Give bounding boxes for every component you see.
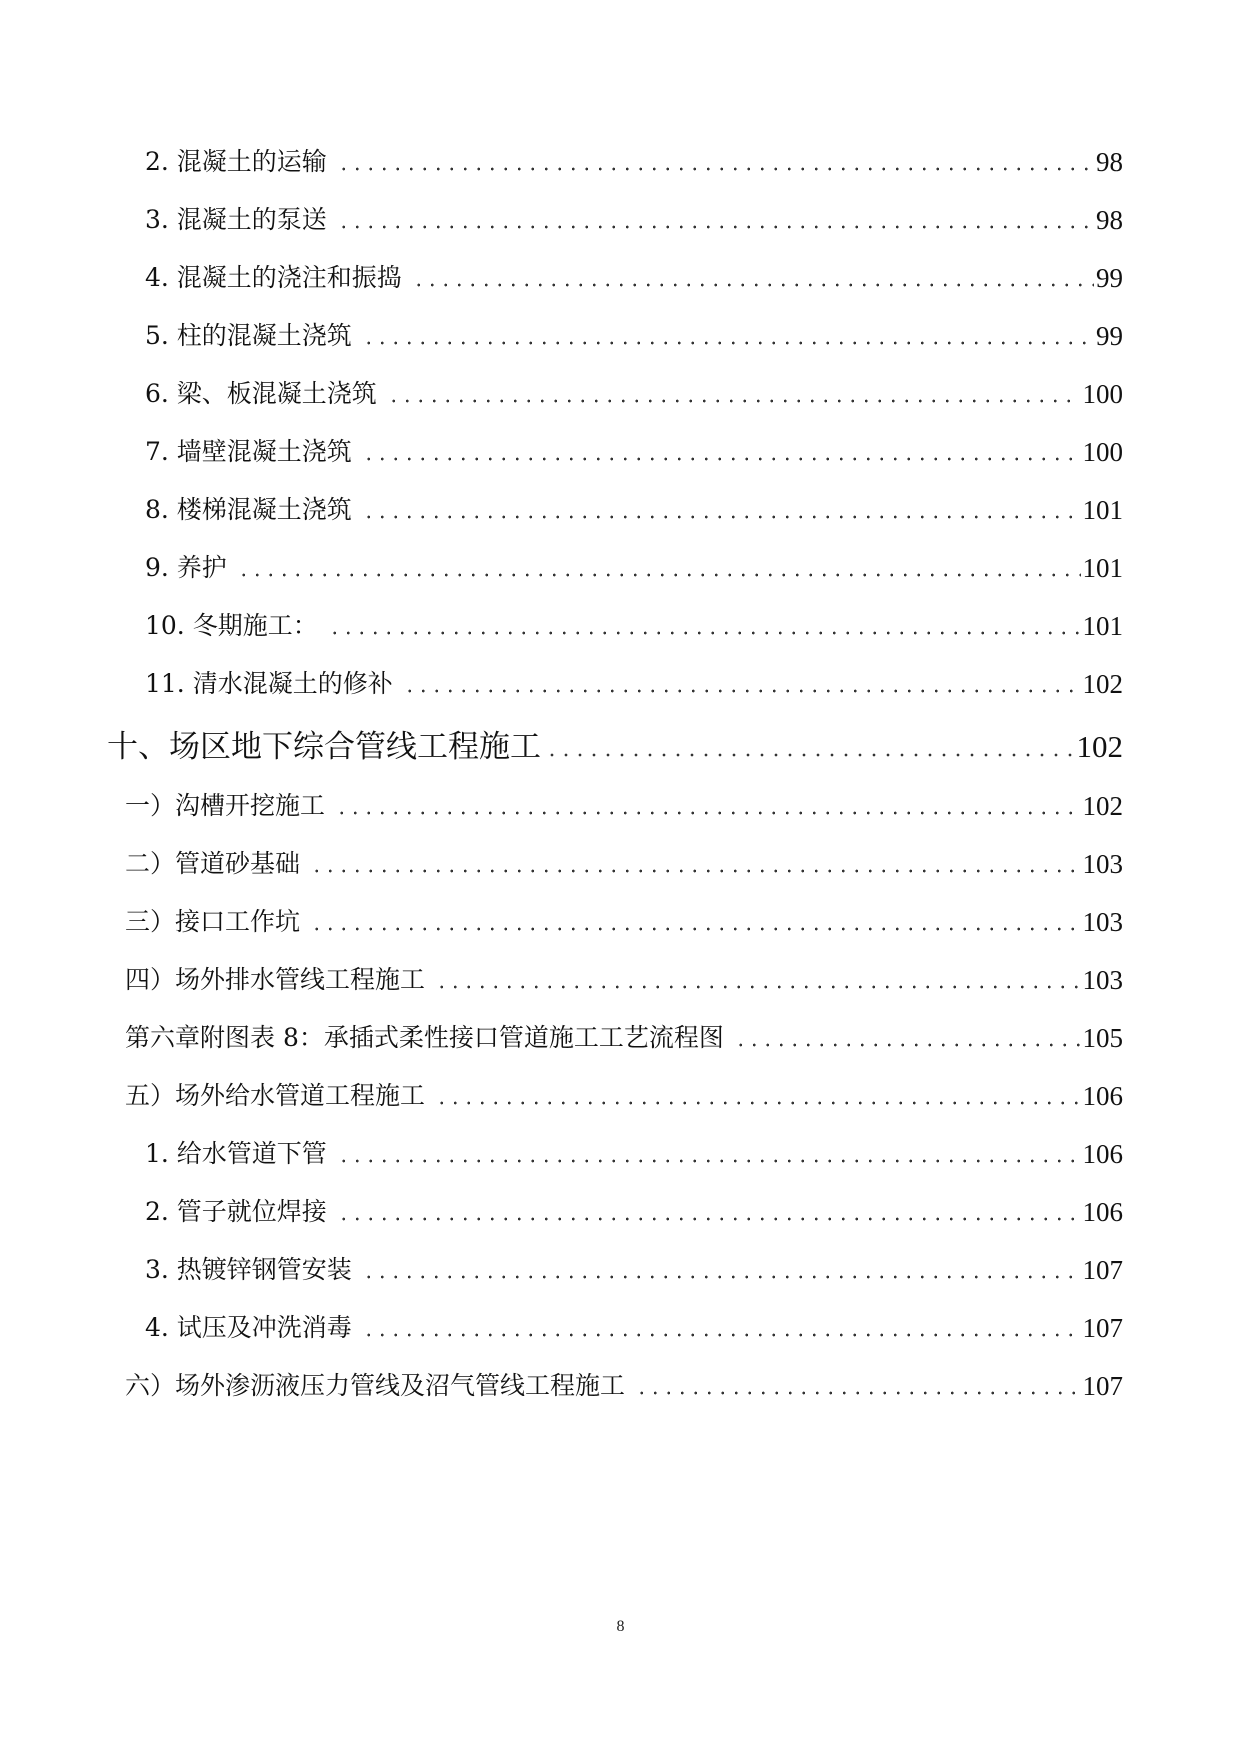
toc-entry[interactable]	[145, 316, 1123, 356]
toc-entry-page: 102	[1076, 729, 1123, 764]
toc-leader-dots	[337, 204, 1094, 236]
toc-leader-dots	[310, 848, 1080, 880]
toc-entry-title: 5. 柱的混凝土浇筑	[145, 321, 352, 350]
toc-entry-title: 2. 混凝土的运输	[145, 147, 327, 176]
toc-entry-chapter[interactable]	[107, 727, 1123, 767]
toc-entry[interactable]	[145, 258, 1123, 298]
toc-entry[interactable]	[125, 960, 1123, 1000]
toc-entry-page: 106	[1082, 1197, 1123, 1227]
toc-entry-page: 101	[1082, 553, 1123, 583]
toc-entry-page: 103	[1082, 965, 1123, 995]
toc-entry-title: 四）场外排水管线工程施工	[125, 965, 426, 994]
toc-entry-title: 2. 管子就位焊接	[145, 1197, 327, 1226]
toc-leader-dots	[337, 1196, 1081, 1228]
toc-entry[interactable]	[145, 606, 1123, 646]
toc-entry-title: 4. 试压及冲洗消毒	[145, 1313, 352, 1342]
toc-entry[interactable]	[125, 1366, 1123, 1406]
toc-entry-page: 107	[1082, 1313, 1123, 1343]
toc-entry[interactable]	[145, 142, 1123, 182]
toc-entry-page: 99	[1096, 263, 1123, 293]
toc-leader-dots	[387, 378, 1081, 410]
toc-leader-dots	[734, 1022, 1081, 1054]
toc-entry[interactable]	[145, 664, 1123, 704]
toc-entry-title: 3. 热镀锌钢管安装	[145, 1255, 352, 1284]
toc-entry[interactable]	[145, 432, 1123, 472]
toc-entry-title: 十、场区地下综合管线工程施工	[107, 729, 541, 765]
toc-entry[interactable]	[125, 1076, 1123, 1116]
toc-entry-title: 五）场外给水管道工程施工	[125, 1081, 426, 1110]
toc-entry-title: 10. 冬期施工：	[145, 611, 318, 640]
toc-entry-title: 六）场外渗沥液压力管线及沼气管线工程施工	[125, 1371, 626, 1400]
toc-entry-page: 102	[1082, 669, 1123, 699]
toc-leader-dots	[362, 436, 1081, 468]
toc-entry-page: 103	[1082, 907, 1123, 937]
toc-leader-dots	[362, 1312, 1081, 1344]
toc-entry-title: 8. 楼梯混凝土浇筑	[145, 495, 352, 524]
toc-entry-title: 一）沟槽开挖施工	[125, 791, 326, 820]
toc-entry-page: 103	[1082, 849, 1123, 879]
toc-leader-dots	[545, 731, 1075, 763]
toc-leader-dots	[362, 1254, 1081, 1286]
toc-entry[interactable]	[145, 1250, 1123, 1290]
toc-entry-title: 6. 梁、板混凝土浇筑	[145, 379, 377, 408]
toc-entry[interactable]	[125, 786, 1123, 826]
toc-leader-dots	[362, 494, 1081, 526]
toc-entry-page: 98	[1096, 147, 1123, 177]
toc-entry-page: 101	[1082, 495, 1123, 525]
toc-entry-page: 106	[1082, 1081, 1123, 1111]
toc-entry[interactable]	[145, 548, 1123, 588]
toc-entry-title: 9. 养护	[145, 553, 227, 582]
toc-entry-title: 11. 清水混凝土的修补	[145, 669, 393, 698]
toc-entry-page: 101	[1082, 611, 1123, 641]
toc-leader-dots	[237, 552, 1081, 584]
toc-entry-title: 7. 墙壁混凝土浇筑	[145, 437, 352, 466]
toc-entry-page: 107	[1082, 1255, 1123, 1285]
toc-entry-page: 107	[1082, 1371, 1123, 1401]
toc-leader-dots	[635, 1370, 1080, 1402]
toc-leader-dots	[435, 964, 1080, 996]
toc-leader-dots	[335, 790, 1080, 822]
toc-entry-page: 99	[1096, 321, 1123, 351]
page-number: 8	[616, 1618, 625, 1635]
toc-entry-title: 第六章附图表 8：承插式柔性接口管道施工工艺流程图	[125, 1023, 724, 1052]
toc-entry-page: 98	[1096, 205, 1123, 235]
toc-entry[interactable]	[125, 1018, 1123, 1058]
toc-entry-page: 100	[1082, 379, 1123, 409]
toc-leader-dots	[435, 1080, 1080, 1112]
toc-leader-dots	[412, 262, 1094, 294]
toc-entry-page: 105	[1082, 1023, 1123, 1053]
toc-leader-dots	[337, 1138, 1081, 1170]
toc-entry[interactable]	[145, 200, 1123, 240]
toc-entry-title: 4. 混凝土的浇注和振捣	[145, 263, 402, 292]
toc-leader-dots	[362, 320, 1094, 352]
toc-entry-page: 106	[1082, 1139, 1123, 1169]
toc-entry-page: 100	[1082, 437, 1123, 467]
toc-entry-title: 3. 混凝土的泵送	[145, 205, 327, 234]
toc-entry[interactable]	[125, 902, 1123, 942]
toc-leader-dots	[310, 906, 1080, 938]
toc-entry[interactable]	[145, 1134, 1123, 1174]
toc-entry-title: 三）接口工作坑	[125, 907, 301, 936]
toc-entry-page: 102	[1082, 791, 1123, 821]
toc-entry-title: 二）管道砂基础	[125, 849, 301, 878]
toc-entry[interactable]	[125, 844, 1123, 884]
toc-leader-dots	[403, 668, 1081, 700]
toc-entry[interactable]	[145, 1192, 1123, 1232]
toc-entry-title: 1. 给水管道下管	[145, 1139, 327, 1168]
toc-leader-dots	[328, 610, 1081, 642]
toc-entry[interactable]	[145, 374, 1123, 414]
toc-entry[interactable]	[145, 1308, 1123, 1348]
toc-entry[interactable]	[145, 490, 1123, 530]
toc-leader-dots	[337, 146, 1094, 178]
